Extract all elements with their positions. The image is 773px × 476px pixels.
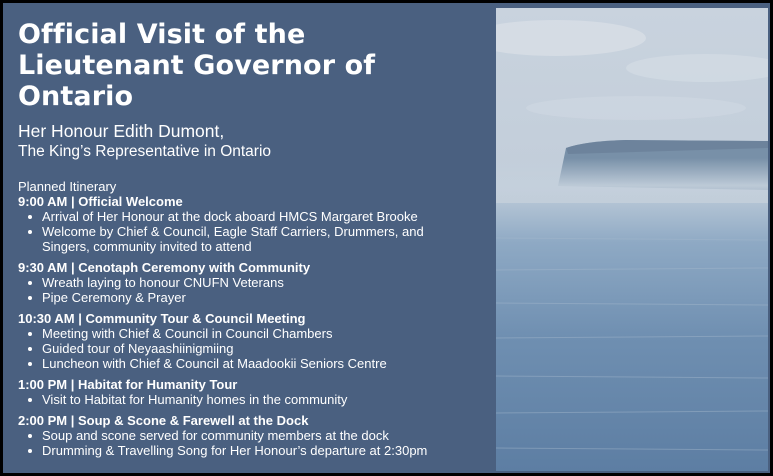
bullet-icon: [28, 215, 32, 219]
bullet-icon: [28, 332, 32, 336]
section-heading: 9:30 AM | Cenotaph Ceremony with Community: [18, 260, 311, 275]
section-heading: 2:00 PM | Soup & Scone & Farewell at the Dock: [18, 413, 309, 428]
list-item-text: Pipe Ceremony & Prayer: [42, 290, 186, 305]
lake-cliff-illustration: [496, 8, 768, 471]
bullet-icon: [28, 347, 32, 351]
itinerary-section: [18, 260, 495, 305]
cloud: [526, 96, 746, 120]
list-item: [18, 290, 462, 305]
list-item: [18, 224, 462, 254]
list-item-text: Meeting with Chief & Council in Council Chambers: [42, 326, 333, 341]
visit-poster: [3, 3, 770, 473]
list-item: [18, 356, 462, 371]
list-item: [18, 275, 462, 290]
list-item-text: Visit to Habitat for Humanity homes in the community: [42, 392, 348, 407]
section-heading: 1:00 PM | Habitat for Humanity Tour: [18, 377, 238, 392]
section-items: [18, 209, 495, 254]
bullet-icon: [28, 398, 32, 402]
itinerary-section: [18, 377, 495, 407]
section-items: [18, 275, 495, 305]
section-heading: 10:30 AM | Community Tour & Council Meeting: [18, 311, 306, 326]
itinerary-heading: Planned Itinerary: [18, 179, 117, 194]
list-item-text: Wreath laying to honour CNUFN Veterans: [42, 275, 284, 290]
itinerary-panel: [3, 3, 495, 473]
poster-title: Official Visit of the Lieutenant Governor of Ontario: [18, 19, 376, 112]
section-items: [18, 392, 495, 407]
list-item-text: Arrival of Her Honour at the dock aboard HMCS Margaret Brooke: [42, 209, 418, 224]
list-item: [18, 392, 462, 407]
bullet-icon: [28, 449, 32, 453]
bullet-icon: [28, 296, 32, 300]
lake-cliff-photo: [496, 8, 768, 471]
section-heading: 9:00 AM | Official Welcome: [18, 194, 183, 209]
section-items: [18, 428, 495, 458]
bullet-icon: [28, 230, 32, 234]
itinerary-section: [18, 413, 495, 458]
list-item: [18, 341, 462, 356]
subtitle-role: The King’s Representative in Ontario: [18, 143, 272, 160]
section-items: [18, 326, 495, 371]
list-item-text: Soup and scone served for community members at the dock: [42, 428, 389, 443]
bullet-icon: [28, 434, 32, 438]
list-item-text: Luncheon with Chief & Council at Maadookii Seniors Centre: [42, 356, 387, 371]
bullet-icon: [28, 281, 32, 285]
list-item-text: Drumming & Travelling Song for Her Honour’s departure at 2:30pm: [42, 443, 428, 458]
list-item: [18, 428, 462, 443]
list-item-text: Welcome by Chief & Council, Eagle Staff Carriers, Drummers, and Singers, community invited to attend: [42, 224, 424, 254]
list-item-text: Guided tour of Neyaashiinigmiing: [42, 341, 234, 356]
bullet-icon: [28, 362, 32, 366]
list-item: [18, 209, 462, 224]
itinerary-section: [18, 311, 495, 371]
list-item: [18, 443, 462, 458]
itinerary-section: [18, 194, 495, 254]
subtitle-name: Her Honour Edith Dumont,: [18, 121, 225, 141]
list-item: [18, 326, 462, 341]
